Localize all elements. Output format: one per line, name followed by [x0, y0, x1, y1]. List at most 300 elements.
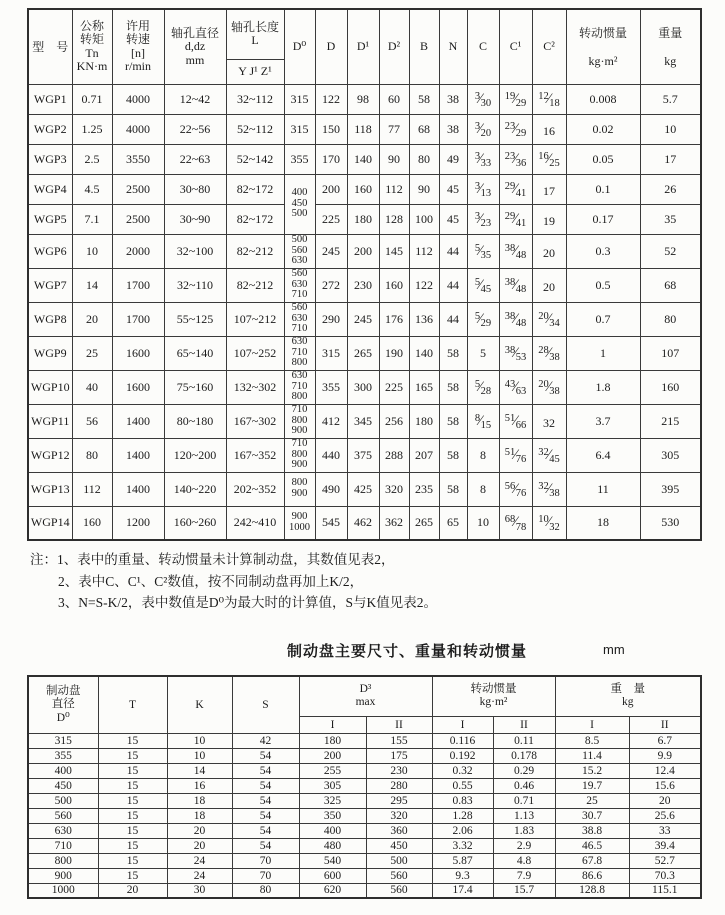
torque-cell: 1.25: [72, 114, 112, 144]
weight-cell: 215: [640, 404, 701, 438]
inertia-I-cell: 0.32: [432, 763, 493, 778]
col-header-weight: 重量 kg: [640, 9, 701, 84]
n-cell: 38: [439, 84, 467, 114]
n-cell: 58: [439, 472, 467, 506]
n-cell: 44: [439, 268, 467, 302]
s-cell: 54: [232, 838, 299, 853]
t-cell: 15: [98, 778, 167, 793]
d2-cell: 77: [379, 114, 409, 144]
d2-cell: 225: [379, 370, 409, 404]
t-cell: 15: [98, 763, 167, 778]
inertia-I-cell: 3.32: [432, 838, 493, 853]
t-cell: 15: [98, 733, 167, 748]
speed-cell: 2500: [112, 204, 164, 234]
spec-row: [28, 204, 701, 234]
d1-cell: 245: [347, 302, 379, 336]
weight-II-cell: 115.1: [629, 883, 701, 898]
d3max-II-cell: 560: [366, 868, 432, 883]
d3max-I-cell: 480: [299, 838, 366, 853]
d1-cell: 265: [347, 336, 379, 370]
d3max-II-cell: 450: [366, 838, 432, 853]
brake-disc-table-title: 制动盘主要尺寸、重量和转动惯量: [286, 644, 527, 660]
t-cell: 15: [98, 748, 167, 763]
c2-cell: 19: [532, 204, 566, 234]
c-cell: 5⁄45: [467, 268, 499, 302]
weight-I-cell: 15.2: [555, 763, 629, 778]
torque-cell: 40: [72, 370, 112, 404]
inertia-cell: 0.17: [566, 204, 640, 234]
d3max-II-cell: 155: [366, 733, 432, 748]
weight-I-cell: 25: [555, 793, 629, 808]
d0-cell: 630 710 800: [284, 336, 315, 370]
s-cell: 80: [232, 883, 299, 898]
d-cell: 290: [315, 302, 347, 336]
disc-row: [28, 838, 701, 853]
weight-I-cell: 86.6: [555, 868, 629, 883]
d3max-II-cell: 560: [366, 883, 432, 898]
bore-range-cell: 65~140: [164, 336, 226, 370]
d1-cell: 375: [347, 438, 379, 472]
k-cell: 10: [167, 733, 232, 748]
s-cell: 54: [232, 808, 299, 823]
spec-row: [28, 438, 701, 472]
length-range-cell: 52~112: [226, 114, 284, 144]
note-line-2: 2、表中C、C¹、C²数值，按不同制动盘再加上K/2，: [58, 573, 364, 589]
d2-cell: 176: [379, 302, 409, 336]
c2-cell: 32⁄45: [532, 438, 566, 472]
model-cell: WGP6: [28, 234, 72, 268]
k-cell: 10: [167, 748, 232, 763]
disc-diameter-cell: 1000: [28, 883, 98, 898]
b-cell: 112: [409, 234, 439, 268]
torque-cell: 2.5: [72, 144, 112, 174]
length-range-cell: 32~112: [226, 84, 284, 114]
d0-cell: 400 450 500: [284, 174, 315, 234]
c1-cell: 23⁄29: [499, 114, 532, 144]
speed-cell: 3550: [112, 144, 164, 174]
disc-diameter-cell: 630: [28, 823, 98, 838]
d1-cell: 425: [347, 472, 379, 506]
bore-range-cell: 30~80: [164, 174, 226, 204]
d0-cell: 315: [284, 84, 315, 114]
d2-cell: 90: [379, 144, 409, 174]
inertia-II-cell: 0.29: [493, 763, 555, 778]
weight-I-cell: 19.7: [555, 778, 629, 793]
c2-cell: 10⁄32: [532, 506, 566, 540]
col-header-speed: 许用 转速 [n] r/min: [112, 9, 164, 84]
weight-cell: 305: [640, 438, 701, 472]
spec-row: [28, 114, 701, 144]
d2-cell: 60: [379, 84, 409, 114]
s-cell: 54: [232, 778, 299, 793]
inertia-II-cell: 0.71: [493, 793, 555, 808]
torque-cell: 10: [72, 234, 112, 268]
length-range-cell: 107~252: [226, 336, 284, 370]
inertia-cell: 0.1: [566, 174, 640, 204]
model-cell: WGP11: [28, 404, 72, 438]
inertia-cell: 0.05: [566, 144, 640, 174]
bore-range-cell: 30~90: [164, 204, 226, 234]
d2-cell: 128: [379, 204, 409, 234]
d3max-II-cell: 320: [366, 808, 432, 823]
d-cell: 355: [315, 370, 347, 404]
d-cell: 122: [315, 84, 347, 114]
weight-I-cell: 128.8: [555, 883, 629, 898]
inertia-cell: 11: [566, 472, 640, 506]
inertia-I-cell: 2.06: [432, 823, 493, 838]
model-cell: WGP5: [28, 204, 72, 234]
spec-row: [28, 370, 701, 404]
n-cell: 58: [439, 438, 467, 472]
d3max-I-cell: 540: [299, 853, 366, 868]
weight-cell: 107: [640, 336, 701, 370]
c-cell: 8: [467, 438, 499, 472]
inertia-type2: II: [493, 716, 555, 733]
bore-range-cell: 120~200: [164, 438, 226, 472]
d3max-I-cell: 180: [299, 733, 366, 748]
d1-cell: 140: [347, 144, 379, 174]
b-cell: 180: [409, 404, 439, 438]
col-header-k: K: [167, 676, 232, 733]
inertia-II-cell: 15.7: [493, 883, 555, 898]
d3max-I-cell: 620: [299, 883, 366, 898]
model-cell: WGP7: [28, 268, 72, 302]
weight-I-cell: 38.8: [555, 823, 629, 838]
s-cell: 54: [232, 763, 299, 778]
inertia-I-cell: 1.28: [432, 808, 493, 823]
weight-type2: II: [629, 716, 701, 733]
c1-cell: 38⁄48: [499, 268, 532, 302]
d0-cell: 560 630 710: [284, 268, 315, 302]
disc-diameter-cell: 450: [28, 778, 98, 793]
b-cell: 140: [409, 336, 439, 370]
c-cell: 3⁄30: [467, 84, 499, 114]
weight-cell: 10: [640, 114, 701, 144]
inertia-I-cell: 17.4: [432, 883, 493, 898]
bore-range-cell: 12~42: [164, 84, 226, 114]
torque-cell: 25: [72, 336, 112, 370]
col-header-disc-inertia: 转动惯量 kg·m²: [432, 676, 555, 716]
n-cell: 58: [439, 370, 467, 404]
disc-row: [28, 853, 701, 868]
bore-range-cell: 160~260: [164, 506, 226, 540]
c1-cell: 68⁄78: [499, 506, 532, 540]
spec-row: [28, 506, 701, 540]
d3max-I-cell: 200: [299, 748, 366, 763]
table1-header-row: [28, 9, 701, 59]
model-cell: WGP8: [28, 302, 72, 336]
d1-cell: 118: [347, 114, 379, 144]
weight-II-cell: 25.6: [629, 808, 701, 823]
inertia-II-cell: 0.46: [493, 778, 555, 793]
c2-cell: 32: [532, 404, 566, 438]
disc-diameter-cell: 800: [28, 853, 98, 868]
length-range-cell: 167~302: [226, 404, 284, 438]
d2-cell: 145: [379, 234, 409, 268]
bore-range-cell: 22~56: [164, 114, 226, 144]
d1-cell: 230: [347, 268, 379, 302]
model-cell: WGP13: [28, 472, 72, 506]
n-cell: 45: [439, 174, 467, 204]
torque-cell: 0.71: [72, 84, 112, 114]
bore-range-cell: 32~100: [164, 234, 226, 268]
torque-cell: 4.5: [72, 174, 112, 204]
disc-row: [28, 748, 701, 763]
length-range-cell: 242~410: [226, 506, 284, 540]
d3max-I-cell: 600: [299, 868, 366, 883]
weight-cell: 35: [640, 204, 701, 234]
weight-I-cell: 46.5: [555, 838, 629, 853]
length-range-cell: 202~352: [226, 472, 284, 506]
c2-cell: 20: [532, 234, 566, 268]
spec-row: [28, 336, 701, 370]
inertia-cell: 0.02: [566, 114, 640, 144]
col-header-s: S: [232, 676, 299, 733]
c1-cell: 56⁄76: [499, 472, 532, 506]
length-range-cell: 52~142: [226, 144, 284, 174]
d-cell: 200: [315, 174, 347, 204]
weight-II-cell: 70.3: [629, 868, 701, 883]
speed-cell: 1400: [112, 404, 164, 438]
d1-cell: 160: [347, 174, 379, 204]
torque-cell: 160: [72, 506, 112, 540]
d-cell: 170: [315, 144, 347, 174]
col-header-d2: D²: [379, 9, 409, 84]
t-cell: 15: [98, 823, 167, 838]
torque-cell: 7.1: [72, 204, 112, 234]
note-line-3: 3、N=S-K/2，表中数值是D⁰为最大时的计算值，S与K值见表2。: [58, 595, 438, 610]
d3max-II-cell: 230: [366, 763, 432, 778]
inertia-cell: 18: [566, 506, 640, 540]
speed-cell: 1400: [112, 438, 164, 472]
length-range-cell: 167~352: [226, 438, 284, 472]
s-cell: 70: [232, 853, 299, 868]
c2-cell: 16: [532, 114, 566, 144]
disc-row: [28, 808, 701, 823]
weight-II-cell: 9.9: [629, 748, 701, 763]
c1-cell: 38⁄53: [499, 336, 532, 370]
c1-cell: 43⁄63: [499, 370, 532, 404]
disc-row: [28, 733, 701, 748]
inertia-cell: 6.4: [566, 438, 640, 472]
n-cell: 58: [439, 336, 467, 370]
col-header-c2: C²: [532, 9, 566, 84]
col-header-d3max: D³ max: [299, 676, 432, 716]
weight-II-cell: 52.7: [629, 853, 701, 868]
d3max-I-cell: 255: [299, 763, 366, 778]
inertia-cell: 1: [566, 336, 640, 370]
d3max-I-cell: 305: [299, 778, 366, 793]
c-cell: 3⁄33: [467, 144, 499, 174]
speed-cell: 1600: [112, 370, 164, 404]
disc-diameter-cell: 560: [28, 808, 98, 823]
d3max-I-cell: 400: [299, 823, 366, 838]
t-cell: 15: [98, 793, 167, 808]
model-cell: WGP4: [28, 174, 72, 204]
inertia-I-cell: 9.3: [432, 868, 493, 883]
b-cell: 100: [409, 204, 439, 234]
inertia-II-cell: 1.83: [493, 823, 555, 838]
d0-cell: 710 800 900: [284, 438, 315, 472]
inertia-I-cell: 5.87: [432, 853, 493, 868]
d-cell: 272: [315, 268, 347, 302]
d-cell: 225: [315, 204, 347, 234]
n-cell: 44: [439, 234, 467, 268]
speed-cell: 1700: [112, 268, 164, 302]
weight-II-cell: 20: [629, 793, 701, 808]
disc-diameter-cell: 400: [28, 763, 98, 778]
inertia-I-cell: 0.55: [432, 778, 493, 793]
inertia-I-cell: 0.83: [432, 793, 493, 808]
c2-cell: 20: [532, 268, 566, 302]
n-cell: 49: [439, 144, 467, 174]
c-cell: 3⁄23: [467, 204, 499, 234]
col-header-t: T: [98, 676, 167, 733]
c2-cell: 20⁄34: [532, 302, 566, 336]
d-cell: 490: [315, 472, 347, 506]
d1-cell: 98: [347, 84, 379, 114]
c2-cell: 17: [532, 174, 566, 204]
k-cell: 20: [167, 838, 232, 853]
c1-cell: 51⁄76: [499, 438, 532, 472]
spec-row: [28, 234, 701, 268]
d3max-I-cell: 350: [299, 808, 366, 823]
table-notes: [30, 549, 437, 614]
model-cell: WGP9: [28, 336, 72, 370]
inertia-II-cell: 0.11: [493, 733, 555, 748]
inertia-type1: I: [432, 716, 493, 733]
spec-row: [28, 302, 701, 336]
k-cell: 24: [167, 868, 232, 883]
d2-cell: 362: [379, 506, 409, 540]
inertia-II-cell: 7.9: [493, 868, 555, 883]
speed-cell: 2000: [112, 234, 164, 268]
t-cell: 20: [98, 883, 167, 898]
k-cell: 24: [167, 853, 232, 868]
disc-row: [28, 883, 701, 898]
k-cell: 18: [167, 808, 232, 823]
spec-row: [28, 404, 701, 438]
k-cell: 20: [167, 823, 232, 838]
b-cell: 122: [409, 268, 439, 302]
c-cell: 8: [467, 472, 499, 506]
model-cell: WGP3: [28, 144, 72, 174]
c-cell: 10: [467, 506, 499, 540]
col-header-disc-weight: 重 量 kg: [555, 676, 701, 716]
weight-I-cell: 8.5: [555, 733, 629, 748]
speed-cell: 1400: [112, 472, 164, 506]
weight-type1: I: [555, 716, 629, 733]
length-range-cell: 82~172: [226, 204, 284, 234]
torque-cell: 56: [72, 404, 112, 438]
b-cell: 90: [409, 174, 439, 204]
c1-cell: 19⁄29: [499, 84, 532, 114]
col-header-model: 型 号: [28, 9, 72, 84]
weight-II-cell: 33: [629, 823, 701, 838]
c1-cell: 23⁄36: [499, 144, 532, 174]
c1-cell: 29⁄41: [499, 204, 532, 234]
weight-cell: 52: [640, 234, 701, 268]
speed-cell: 1700: [112, 302, 164, 336]
col-header-b: B: [409, 9, 439, 84]
d2-cell: 256: [379, 404, 409, 438]
d1-cell: 345: [347, 404, 379, 438]
col-header-inertia: 转动惯量 kg·m²: [566, 9, 640, 84]
speed-cell: 2500: [112, 174, 164, 204]
d-cell: 245: [315, 234, 347, 268]
inertia-II-cell: 0.178: [493, 748, 555, 763]
d-cell: 150: [315, 114, 347, 144]
col-header-bore-length: 轴孔长度 L: [226, 9, 284, 59]
col-header-d0: D⁰: [284, 9, 315, 84]
b-cell: 68: [409, 114, 439, 144]
model-cell: WGP2: [28, 114, 72, 144]
c-cell: 5: [467, 336, 499, 370]
speed-cell: 4000: [112, 84, 164, 114]
inertia-cell: 1.8: [566, 370, 640, 404]
d0-cell: 500 560 630: [284, 234, 315, 268]
col-header-n: N: [439, 9, 467, 84]
weight-I-cell: 11.4: [555, 748, 629, 763]
c-cell: 5⁄29: [467, 302, 499, 336]
n-cell: 45: [439, 204, 467, 234]
disc-row: [28, 763, 701, 778]
t-cell: 15: [98, 808, 167, 823]
inertia-II-cell: 2.9: [493, 838, 555, 853]
b-cell: 235: [409, 472, 439, 506]
d-cell: 315: [315, 336, 347, 370]
c-cell: 5⁄28: [467, 370, 499, 404]
coupling-spec-table: [27, 8, 702, 541]
d0-cell: 900 1000: [284, 506, 315, 540]
c-cell: 5⁄35: [467, 234, 499, 268]
d0-cell: 355: [284, 144, 315, 174]
n-cell: 58: [439, 404, 467, 438]
weight-cell: 68: [640, 268, 701, 302]
b-cell: 165: [409, 370, 439, 404]
disc-diameter-cell: 710: [28, 838, 98, 853]
weight-II-cell: 39.4: [629, 838, 701, 853]
k-cell: 30: [167, 883, 232, 898]
b-cell: 58: [409, 84, 439, 114]
n-cell: 44: [439, 302, 467, 336]
inertia-II-cell: 1.13: [493, 808, 555, 823]
c1-cell: 51⁄66: [499, 404, 532, 438]
disc-row: [28, 793, 701, 808]
d2-cell: 160: [379, 268, 409, 302]
col-header-d: D: [315, 9, 347, 84]
b-cell: 80: [409, 144, 439, 174]
length-range-cell: 107~212: [226, 302, 284, 336]
length-range-cell: 132~302: [226, 370, 284, 404]
brake-disc-table: [27, 675, 702, 899]
spec-row: [28, 144, 701, 174]
s-cell: 54: [232, 823, 299, 838]
length-range-cell: 82~212: [226, 234, 284, 268]
c2-cell: 16⁄25: [532, 144, 566, 174]
d3max-II-cell: 295: [366, 793, 432, 808]
t-cell: 15: [98, 838, 167, 853]
weight-II-cell: 15.6: [629, 778, 701, 793]
speed-cell: 4000: [112, 114, 164, 144]
b-cell: 207: [409, 438, 439, 472]
inertia-I-cell: 0.192: [432, 748, 493, 763]
weight-cell: 26: [640, 174, 701, 204]
col-header-bore-length-types: Y J¹ Z¹: [226, 59, 284, 84]
bore-range-cell: 80~180: [164, 404, 226, 438]
weight-cell: 395: [640, 472, 701, 506]
model-cell: WGP14: [28, 506, 72, 540]
